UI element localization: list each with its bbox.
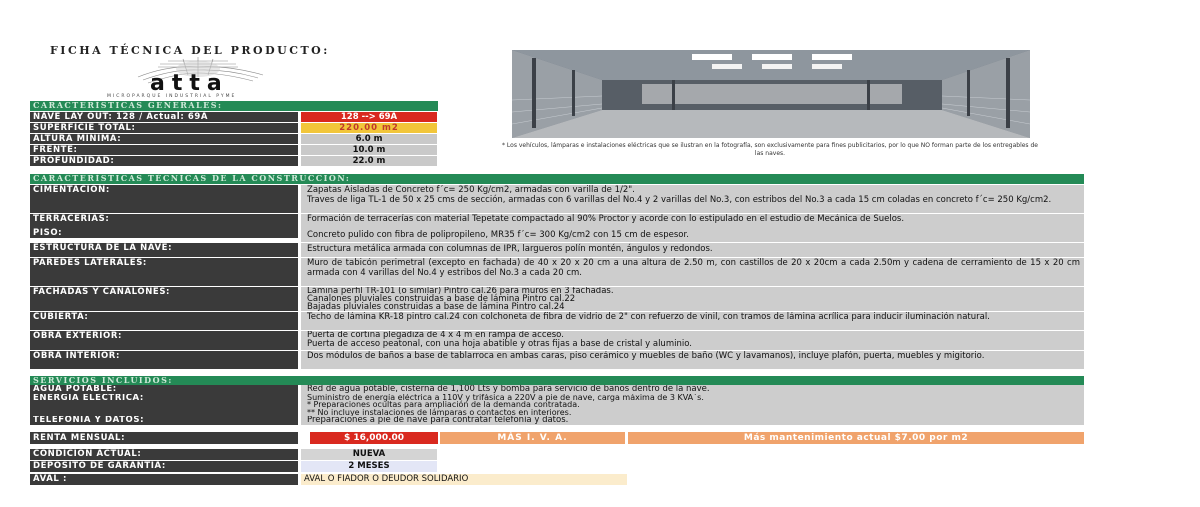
- maintenance-note: Más mantenimiento actual $7.00 por m2: [628, 432, 1084, 444]
- earthwork-label: TERRACERÍAS:: [30, 214, 298, 233]
- water-label: AGUA POTABLE:: [30, 385, 298, 394]
- earthwork-text: Formación de terracerías con material Tepetate compactado al 90% Proctor y acorde con lo estipulado en el estudio de Mecánica de Suelos.: [301, 214, 1084, 233]
- warehouse-photo: [512, 50, 1030, 138]
- power-label: ENERGÍA ELÉCTRICA:: [30, 394, 298, 416]
- condition-value: NUEVA: [301, 449, 437, 460]
- facades-label: FACHADAS Y CANALONES:: [30, 287, 298, 311]
- logo-wordmark: atta: [150, 71, 229, 96]
- power-text: Suministro de energía eléctrica a 110V y trifásica a 220V a pie de nave, carga máxima de 3 KVA´s. * Preparaciones ocultas para ampliación de la demanda contratada. ** No incluye instalaciones de lámparas o contactos en interiores.: [301, 394, 1084, 416]
- aval-label: AVAL :: [30, 474, 298, 485]
- telecom-text: Preparaciones a pie de nave para contratar telefonía y datos.: [301, 416, 1084, 425]
- deposit-value: 2 MESES: [301, 461, 437, 472]
- page-title: FICHA TÉCNICA DEL PRODUCTO:: [50, 44, 330, 57]
- foundation-text: Zapatas Aisladas de Concreto f´c= 250 Kg/cm2, armadas con varilla de 1/2". Traves de liga TL-1 de 50 x 25 cms de sección, armadas con 6 varillas del No.4 y 2 varillas del No.3, con estribos del No.3 a cada 15 cm coladas en concreto f´c= 250 Kg/cm2.: [301, 185, 1084, 213]
- interior-label: OBRA INTERIOR:: [30, 351, 298, 369]
- general-header: CARACTERÍSTICAS GENERALES:: [30, 101, 438, 111]
- depth-value: 22.0 m: [301, 156, 437, 166]
- exterior-text: Puerta de cortina plegadiza de 4 x 4 m en rampa de acceso. Puerta de acceso peatonal, con una hoja abatible y otras fijas a base de cristal y aluminio.: [301, 331, 1084, 350]
- aval-value: AVAL O FIADOR O DEUDOR SOLIDARIO: [301, 474, 627, 485]
- roof-label: CUBIERTA:: [30, 312, 298, 330]
- construction-header: CARACTERÍSTICAS TÉCNICAS DE LA CONSTRUCCIÓN:: [30, 174, 1084, 184]
- front-label: FRENTE:: [30, 145, 298, 155]
- exterior-label: OBRA EXTERIOR:: [30, 331, 298, 350]
- facades-text: Lámina perfil TR-101 (o similar) Pintro cal.26 para muros en 3 fachadas. Canalones pluviales construidas a base de lámina Pintro cal.22 Bajadas pluviales construidas a base de lámina Pintro cal.24: [301, 287, 1084, 311]
- layout-value: 128 --> 69A: [301, 112, 437, 122]
- telecom-label: TELEFONÍA Y DATOS:: [30, 416, 298, 425]
- interior-text: Dos módulos de baños a base de tablarroca en ambas caras, piso cerámico y muebles de baño (WC y lavamanos), incluye plafón, puerta, muebles y migitorio.: [301, 351, 1084, 369]
- rent-label: RENTA MENSUAL:: [30, 432, 298, 444]
- structure-label: ESTRUCTURA DE LA NAVE:: [30, 243, 298, 257]
- logo-tagline: MICROPARQUE INDUSTRIAL PYME: [107, 94, 237, 99]
- condition-label: CONDICIÓN ACTUAL:: [30, 449, 298, 460]
- deposit-label: DEPÓSITO DE GARANTÍA:: [30, 461, 298, 472]
- rent-amount: $ 16,000.00: [310, 432, 438, 444]
- services-header: SERVICIOS INCLUIDOS:: [30, 376, 1084, 385]
- surface-value: 220.00 m2: [301, 123, 437, 133]
- height-value: 6.0 m: [301, 134, 437, 144]
- iva-note: MÁS I. V. A.: [440, 432, 625, 444]
- roof-text: Techo de lámina KR-18 pintro cal.24 con colchoneta de fibra de vidrio de 2" con refuerzo de vinil, con tramos de lámina acrílica para inducir iluminación natural.: [301, 312, 1084, 330]
- photo-disclaimer: * Los vehículos, lámparas e instalaciones eléctricas que se ilustran en la fotografía, son exclusivamente para fines publicitarios, por lo que NO forman parte de los entregables de las naves.: [502, 142, 1038, 158]
- foundation-label: CIMENTACIÓN:: [30, 185, 298, 213]
- water-text: Red de agua potable, cisterna de 1,100 Lts y bomba para servicio de baños dentro de la nave.: [301, 385, 1084, 394]
- structure-text: Estructura metálica armada con columnas de IPR, largueros polín montén, ángulos y redondos.: [301, 243, 1084, 257]
- front-value: 10.0 m: [301, 145, 437, 155]
- walls-text: Muro de tabicón perimetral (excepto en fachada) de 40 x 20 x 20 cm a una altura de 2.50 m, con castillos de 20 x 20cm a cada 2.50m y cadena de cerramiento de 15 x 20 cm armada con 4 varillas del No.4 y estribos del No.3 a cada 20 cm.: [301, 258, 1084, 286]
- floor-label: PISO:: [30, 228, 298, 238]
- layout-label: NAVE LAY OUT: 128 / Actual: 69A: [30, 112, 298, 122]
- height-label: ALTURA MÍNIMA:: [30, 134, 298, 144]
- walls-label: PAREDES LATERALES:: [30, 258, 298, 286]
- depth-label: PROFUNDIDAD:: [30, 156, 298, 166]
- surface-label: SUPERFICIE TOTAL:: [30, 123, 298, 133]
- floor-text: Concreto pulido con fibra de polipropileno, MR35 f´c= 300 Kg/cm2 con 15 cm de espesor.: [301, 230, 1084, 242]
